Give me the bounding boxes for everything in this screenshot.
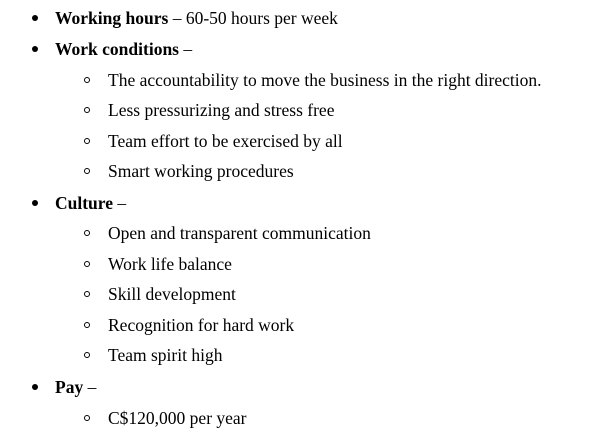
sub-bullet-item — [0, 314, 605, 336]
sub-bullet-text: Work life balance — [108, 254, 232, 274]
sub-bullet-text: Recognition for hard work — [108, 315, 295, 335]
hollow-bullet-icon — [84, 230, 90, 236]
hollow-bullet-icon — [84, 261, 90, 267]
sub-bullet-item — [0, 283, 605, 305]
sub-bullet-item — [0, 253, 605, 275]
section-suffix: – 60-50 hours per week — [168, 8, 338, 28]
hollow-bullet-icon — [84, 138, 90, 144]
hollow-bullet-icon — [84, 291, 90, 297]
hollow-bullet-icon — [84, 415, 90, 421]
sub-bullet-text: Team effort to be exercised by all — [108, 131, 343, 151]
hollow-bullet-icon — [84, 352, 90, 358]
sub-bullet-item — [0, 99, 605, 121]
sub-bullet-text: Open and transparent communication — [108, 223, 371, 243]
bullet-item-pay — [0, 376, 605, 398]
section-heading: Culture — [55, 193, 114, 213]
sub-bullet-item — [0, 407, 605, 429]
bullet-text — [55, 38, 192, 60]
bullet-icon — [32, 200, 38, 206]
hollow-bullet-icon — [84, 322, 90, 328]
bullet-icon — [32, 384, 38, 390]
sub-bullet-text: C$120,000 per year — [108, 408, 247, 428]
sub-bullet-text: Smart working procedures — [108, 161, 294, 181]
bullet-icon — [32, 46, 38, 52]
section-heading: Work conditions — [55, 39, 179, 59]
sub-bullet-text: Less pressurizing and stress free — [108, 100, 335, 120]
hollow-bullet-icon — [84, 168, 90, 174]
sub-bullet-text: Skill development — [108, 284, 236, 304]
sub-bullet-text: Team spirit high — [108, 345, 223, 365]
hollow-bullet-icon — [84, 77, 90, 83]
section-heading: Working hours — [55, 8, 169, 28]
sub-bullet-item — [0, 222, 605, 244]
section-suffix: – — [83, 377, 97, 397]
sub-bullet-item — [0, 344, 605, 366]
sub-bullet-item — [0, 130, 605, 152]
bullet-text — [55, 7, 338, 29]
sub-bullet-item — [0, 69, 605, 91]
bullet-item-culture — [0, 192, 605, 214]
bullet-text — [55, 192, 126, 214]
bullet-item-work-conditions — [0, 38, 605, 60]
section-suffix: – — [179, 39, 193, 59]
section-suffix: – — [113, 193, 127, 213]
hollow-bullet-icon — [84, 107, 90, 113]
bullet-item-working-hours — [0, 7, 605, 29]
section-heading: Pay — [55, 377, 84, 397]
bullet-icon — [32, 15, 38, 21]
bullet-text — [55, 376, 96, 398]
sub-bullet-text: The accountability to move the business in the right direction. — [108, 70, 542, 90]
sub-bullet-item — [0, 160, 605, 182]
